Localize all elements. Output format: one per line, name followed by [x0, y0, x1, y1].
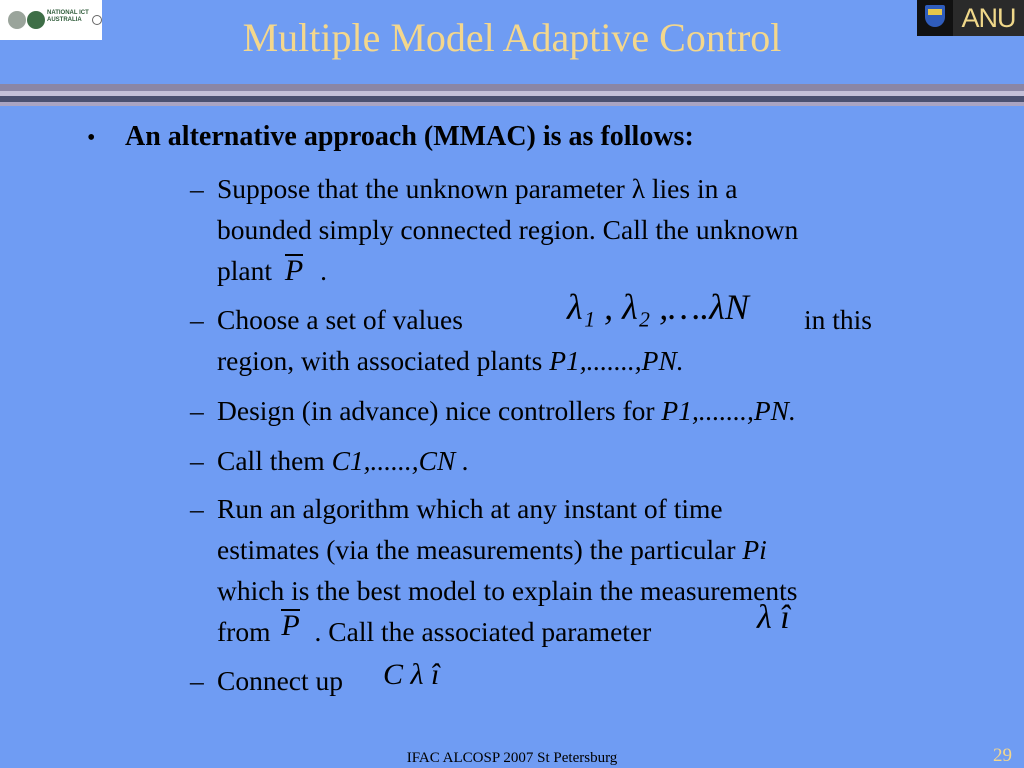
lambda-i-hat-formula: λ î	[757, 599, 790, 636]
controllers-formula: C1,......,CN .	[331, 445, 470, 476]
parameter-text: . Call the associated parameter	[314, 616, 652, 647]
sub-point-1-line-1: Suppose that the unknown parameter λ lies in a	[217, 173, 738, 204]
plant-symbol: P	[281, 605, 299, 646]
nicta-logo-text: NATIONAL ICT AUSTRALIA	[47, 10, 89, 23]
controller-formula: C λ î	[383, 658, 440, 691]
plants-formula: P1,.......,PN.	[549, 345, 684, 376]
plant-symbol: P	[285, 250, 303, 291]
choose-text: Choose a set of values	[217, 304, 463, 335]
anu-logo-text: ANU	[953, 0, 1024, 36]
design-text: Design (in advance) nice controllers for	[217, 395, 655, 426]
title-divider	[0, 84, 1024, 91]
period: .	[320, 255, 327, 286]
call-them-text: Call them	[217, 445, 325, 476]
sub-point-1-line-3	[217, 250, 327, 291]
title-divider	[0, 102, 1024, 106]
sub-point-3-line-1	[217, 390, 796, 431]
sub-point-6-line-1	[217, 658, 440, 701]
in-this-text: in this	[804, 304, 872, 335]
dash-icon: –	[190, 395, 204, 426]
sub-point-2-line-1	[217, 287, 872, 340]
dash-icon: –	[190, 304, 204, 335]
page-number: 29	[993, 745, 1012, 766]
sub-point-4-line-1	[217, 440, 469, 481]
estimates-text: estimates (via the measurements) the particular	[217, 534, 736, 565]
footer-text: IFAC ALCOSP 2007 St Petersburg	[406, 750, 618, 766]
plants-formula: P1,.......,PN.	[661, 395, 796, 426]
dash-icon: –	[190, 173, 204, 204]
sub-point-5-line-4	[217, 599, 790, 652]
sub-point-5-line-2	[217, 529, 767, 570]
dash-icon: –	[190, 445, 204, 476]
pi-symbol: Pi	[742, 534, 767, 565]
main-point: An alternative approach (MMAC) is as follows:	[125, 121, 694, 152]
dash-icon: –	[190, 493, 204, 524]
sub-point-1-line-2: bounded simply connected region. Call the unknown	[217, 214, 799, 245]
slide-title: Multiple Model Adaptive Control	[242, 15, 782, 60]
plant-label: plant	[217, 255, 272, 286]
sub-point-5-line-3: which is the best model to explain the measurements	[217, 575, 798, 606]
from-text: from	[217, 616, 271, 647]
sub-point-5-line-1: Run an algorithm which at any instant of time	[217, 493, 723, 524]
lambda-set-formula: λ₁ , λ₂ ,….λN	[567, 287, 749, 327]
connect-up-text: Connect up	[217, 665, 344, 696]
region-text: region, with associated plants	[217, 345, 543, 376]
sub-point-2-line-2	[217, 340, 684, 381]
dash-icon: –	[190, 665, 204, 696]
bullet-icon: •	[87, 125, 96, 151]
